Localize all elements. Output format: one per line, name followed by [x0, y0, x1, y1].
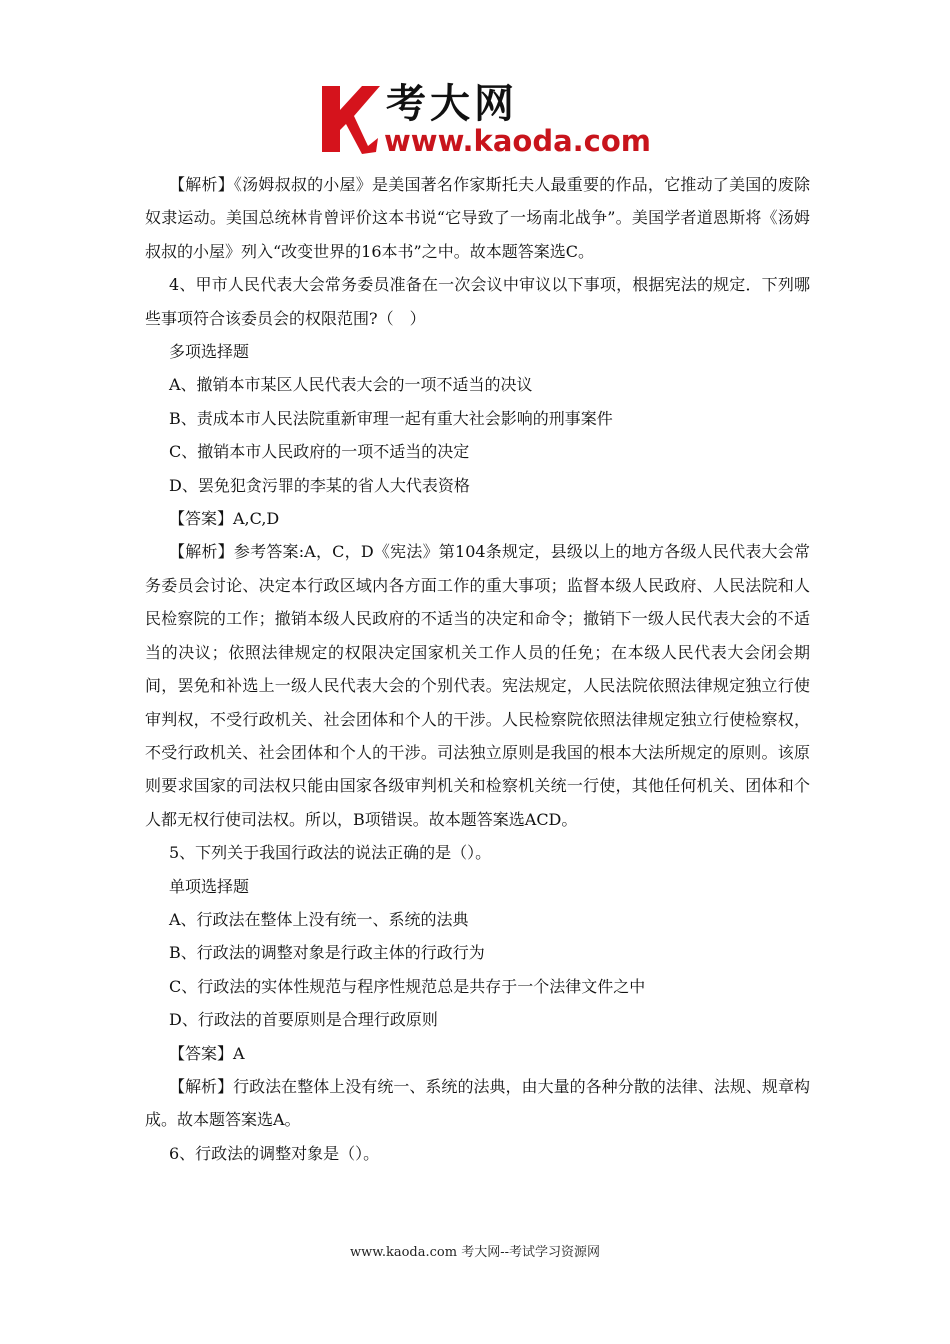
- option-d: D、行政法的首要原则是合理行政原则: [169, 1010, 438, 1030]
- answer: 【答案】A: [169, 1043, 245, 1063]
- option-c: C、撤销本市人民政府的一项不适当的决定: [169, 442, 470, 462]
- answer: 【答案】A,C,D: [169, 509, 280, 529]
- page-footer: www.kaoda.com 考大网--考试学习资源网: [350, 1245, 600, 1260]
- explanation-paragraph: 【解析】《汤姆叔叔的小屋》是美国著名作家斯托夫人最重要的作品，它推动了美国的废除奴隶运动。美国总统林肯曾评价这本书说“它导致了一场南北战争”。美国学者道恩斯将《汤姆叔叔的小屋》列入“改变世界的16本书”之中。故本题答案选C。: [145, 175, 810, 261]
- question-type: 单项选择题: [169, 876, 250, 896]
- option-a: A、撤销本市某区人民代表大会的一项不适当的决议: [169, 375, 533, 395]
- explanation-paragraph: 【解析】参考答案:A，C，D《宪法》第104条规定，县级以上的地方各级人民代表大会常务委员会讨论、决定本行政区域内各方面工作的重大事项；监督本级人民政府、人民法院和人民检察院的工作；撤销本级人民政府的不适当的决定和命令；撤销下一级人民代表大会的不适当的决议；依照法律规定的权限决定国家机关工作人员的任免；在本级人民代表大会闭会期间，罢免和补选上一级人民代表大会的个别代表。宪法规定，人民法院依照法律规定独立行使审判权，不受行政机关、社会团体和个人的干涉。人民检察院依照法律规定独立行使检察权，不受行政机关、社会团体和个人的干涉。司法独立原则是我国的根本大法所规定的原则。该原则要求国家的司法权只能由国家各级审判机关和检察机关统一行使，其他任何机关、团体和个人都无权行使司法权。所以，B项错误。故本题答案选ACD。: [145, 542, 810, 829]
- option-d: D、罢免犯贪污罪的李某的省人大代表资格: [169, 475, 470, 495]
- option-c: C、行政法的实体性规范与程序性规范总是共存于一个法律文件之中: [169, 976, 646, 996]
- logo-title: 考大网: [386, 81, 518, 127]
- k-logo-icon: [318, 80, 384, 158]
- option-a: A、行政法在整体上没有统一、系统的法典: [169, 909, 469, 929]
- document-body: [145, 168, 810, 1170]
- kaoda-logo: [318, 80, 651, 162]
- question-6: 6、行政法的调整对象是（）。: [169, 1143, 380, 1163]
- question-4: 4、甲市人民代表大会常务委员准备在一次会议中审议以下事项，根据宪法的规定．下列哪些事项符合该委员会的权限范围?（ ）: [145, 275, 810, 328]
- option-b: B、行政法的调整对象是行政主体的行政行为: [169, 943, 485, 963]
- explanation-paragraph: 【解析】行政法在整体上没有统一、系统的法典，由大量的各种分散的法律、法规、规章构成。故本题答案选A。: [145, 1076, 810, 1130]
- option-b: B、责成本市人民法院重新审理一起有重大社会影响的刑事案件: [169, 408, 613, 428]
- question-5: 5、下列关于我国行政法的说法正确的是（）。: [169, 843, 492, 863]
- question-type: 多项选择题: [169, 342, 250, 362]
- logo-url: www.kaoda.com: [384, 124, 651, 158]
